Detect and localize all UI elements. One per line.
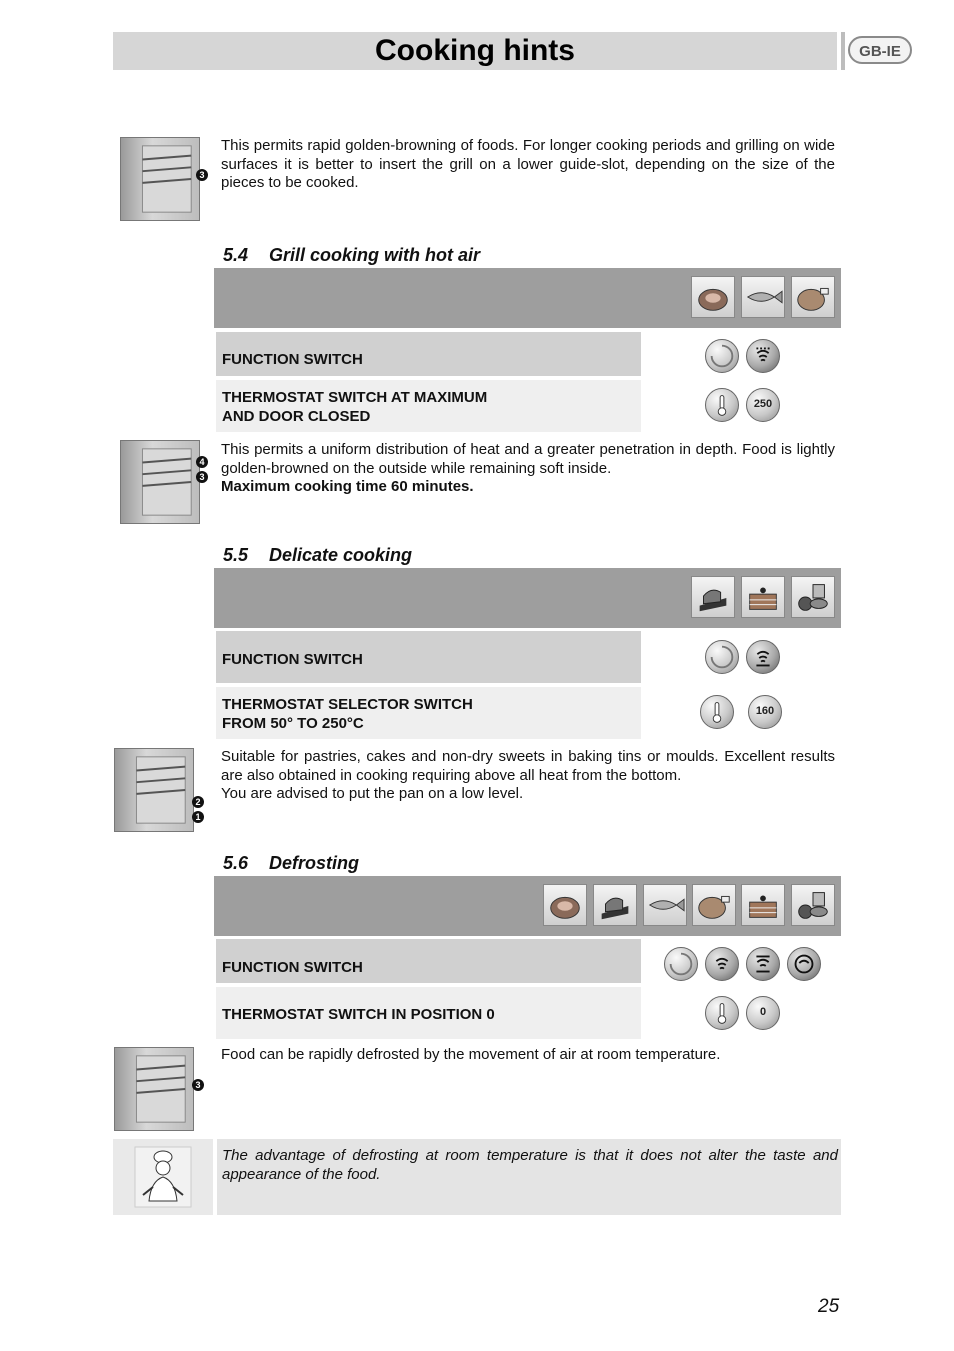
section-text: Food can be rapidly defrosted by the movement of air at room temperature. — [221, 1046, 721, 1063]
shelf-marker: 3 — [196, 169, 208, 181]
fan-grill-knob-icon — [746, 339, 780, 373]
shelf-marker: 1 — [192, 811, 204, 823]
oven-shelf-icon — [120, 440, 200, 524]
function-knob-icon — [664, 947, 698, 981]
chicken-icon — [791, 276, 835, 318]
oven-shelf-icon — [114, 1047, 194, 1131]
function-switch-row: FUNCTION SWITCH — [216, 631, 641, 683]
section-heading-5-4: 5.4 Grill cooking with hot air — [223, 245, 481, 265]
oven-shelf-icon — [114, 748, 194, 832]
chicken-icon — [692, 884, 736, 926]
vegetables-icon — [791, 884, 835, 926]
language-badge: GB-IE — [848, 36, 912, 64]
bread-icon — [593, 884, 637, 926]
note-text: The advantage of defrosting at room temperature is that it does not alter the taste and appearance of the food. — [222, 1147, 838, 1183]
function-switch-row: FUNCTION SWITCH — [216, 332, 641, 376]
thermostat-row: THERMOSTAT SWITCH AT MAXIMUM AND DOOR CLOSED — [216, 380, 641, 432]
fish-icon — [643, 884, 687, 926]
food-band — [214, 876, 841, 936]
shelf-marker: 2 — [192, 796, 204, 808]
food-band — [214, 268, 841, 328]
shelf-marker: 4 — [196, 456, 208, 468]
thermostat-knob-icon: 250 — [746, 388, 780, 422]
thermometer-knob-icon — [700, 695, 734, 729]
section-heading-5-5: 5.5 Delicate cooking — [223, 545, 413, 565]
thermostat-row: THERMOSTAT SWITCH IN POSITION 0 — [216, 987, 641, 1039]
thermostat-row: THERMOSTAT SELECTOR SWITCH FROM 50° TO 250°C — [216, 687, 641, 739]
thermometer-knob-icon — [705, 388, 739, 422]
vegetables-icon — [791, 576, 835, 618]
page-number: 25 — [818, 1296, 840, 1317]
fan-knob-icon — [705, 947, 739, 981]
section-heading-5-6: 5.6 Defrosting — [223, 853, 359, 873]
chef-icon — [113, 1139, 217, 1215]
fan-circular-knob-icon — [787, 947, 821, 981]
fan-bottom-knob-icon — [746, 640, 780, 674]
bread-icon — [691, 576, 735, 618]
thermostat-knob-icon: 0 — [746, 996, 780, 1030]
thermometer-knob-icon — [705, 996, 739, 1030]
function-knob-icon — [705, 640, 739, 674]
function-knob-icon — [705, 339, 739, 373]
roast-icon — [691, 276, 735, 318]
title-bar — [113, 32, 841, 70]
page-title: Cooking hints — [375, 34, 575, 67]
function-switch-row: FUNCTION SWITCH — [216, 939, 641, 983]
roast-icon — [543, 884, 587, 926]
section-text: Suitable for pastries, cakes and non-dry sweets in baking tins or moulds. Excellent results are also obtained in cooking requiring above all heat from the bottom. You are advised to put the pan on a low level. — [221, 748, 835, 802]
food-band — [214, 568, 841, 628]
fish-icon — [741, 276, 785, 318]
oven-shelf-icon — [120, 137, 200, 221]
cake-icon — [741, 884, 785, 926]
intro-text: This permits rapid golden-browning of foods. For longer cooking periods and grilling on wide surfaces it is better to insert the grill on a lower guide-slot, depending on the size of the pieces to be cooked. — [221, 137, 835, 191]
thermostat-knob-icon: 160 — [748, 695, 782, 729]
fan-top-bottom-knob-icon — [746, 947, 780, 981]
section-text: This permits a uniform distribution of heat and a greater penetration in depth. Food is lightly golden-browned on the outside while remaining soft inside. Maximum cooking time 60 minutes. — [221, 441, 835, 495]
shelf-marker: 3 — [196, 471, 208, 483]
shelf-marker: 3 — [192, 1079, 204, 1091]
cake-icon — [741, 576, 785, 618]
